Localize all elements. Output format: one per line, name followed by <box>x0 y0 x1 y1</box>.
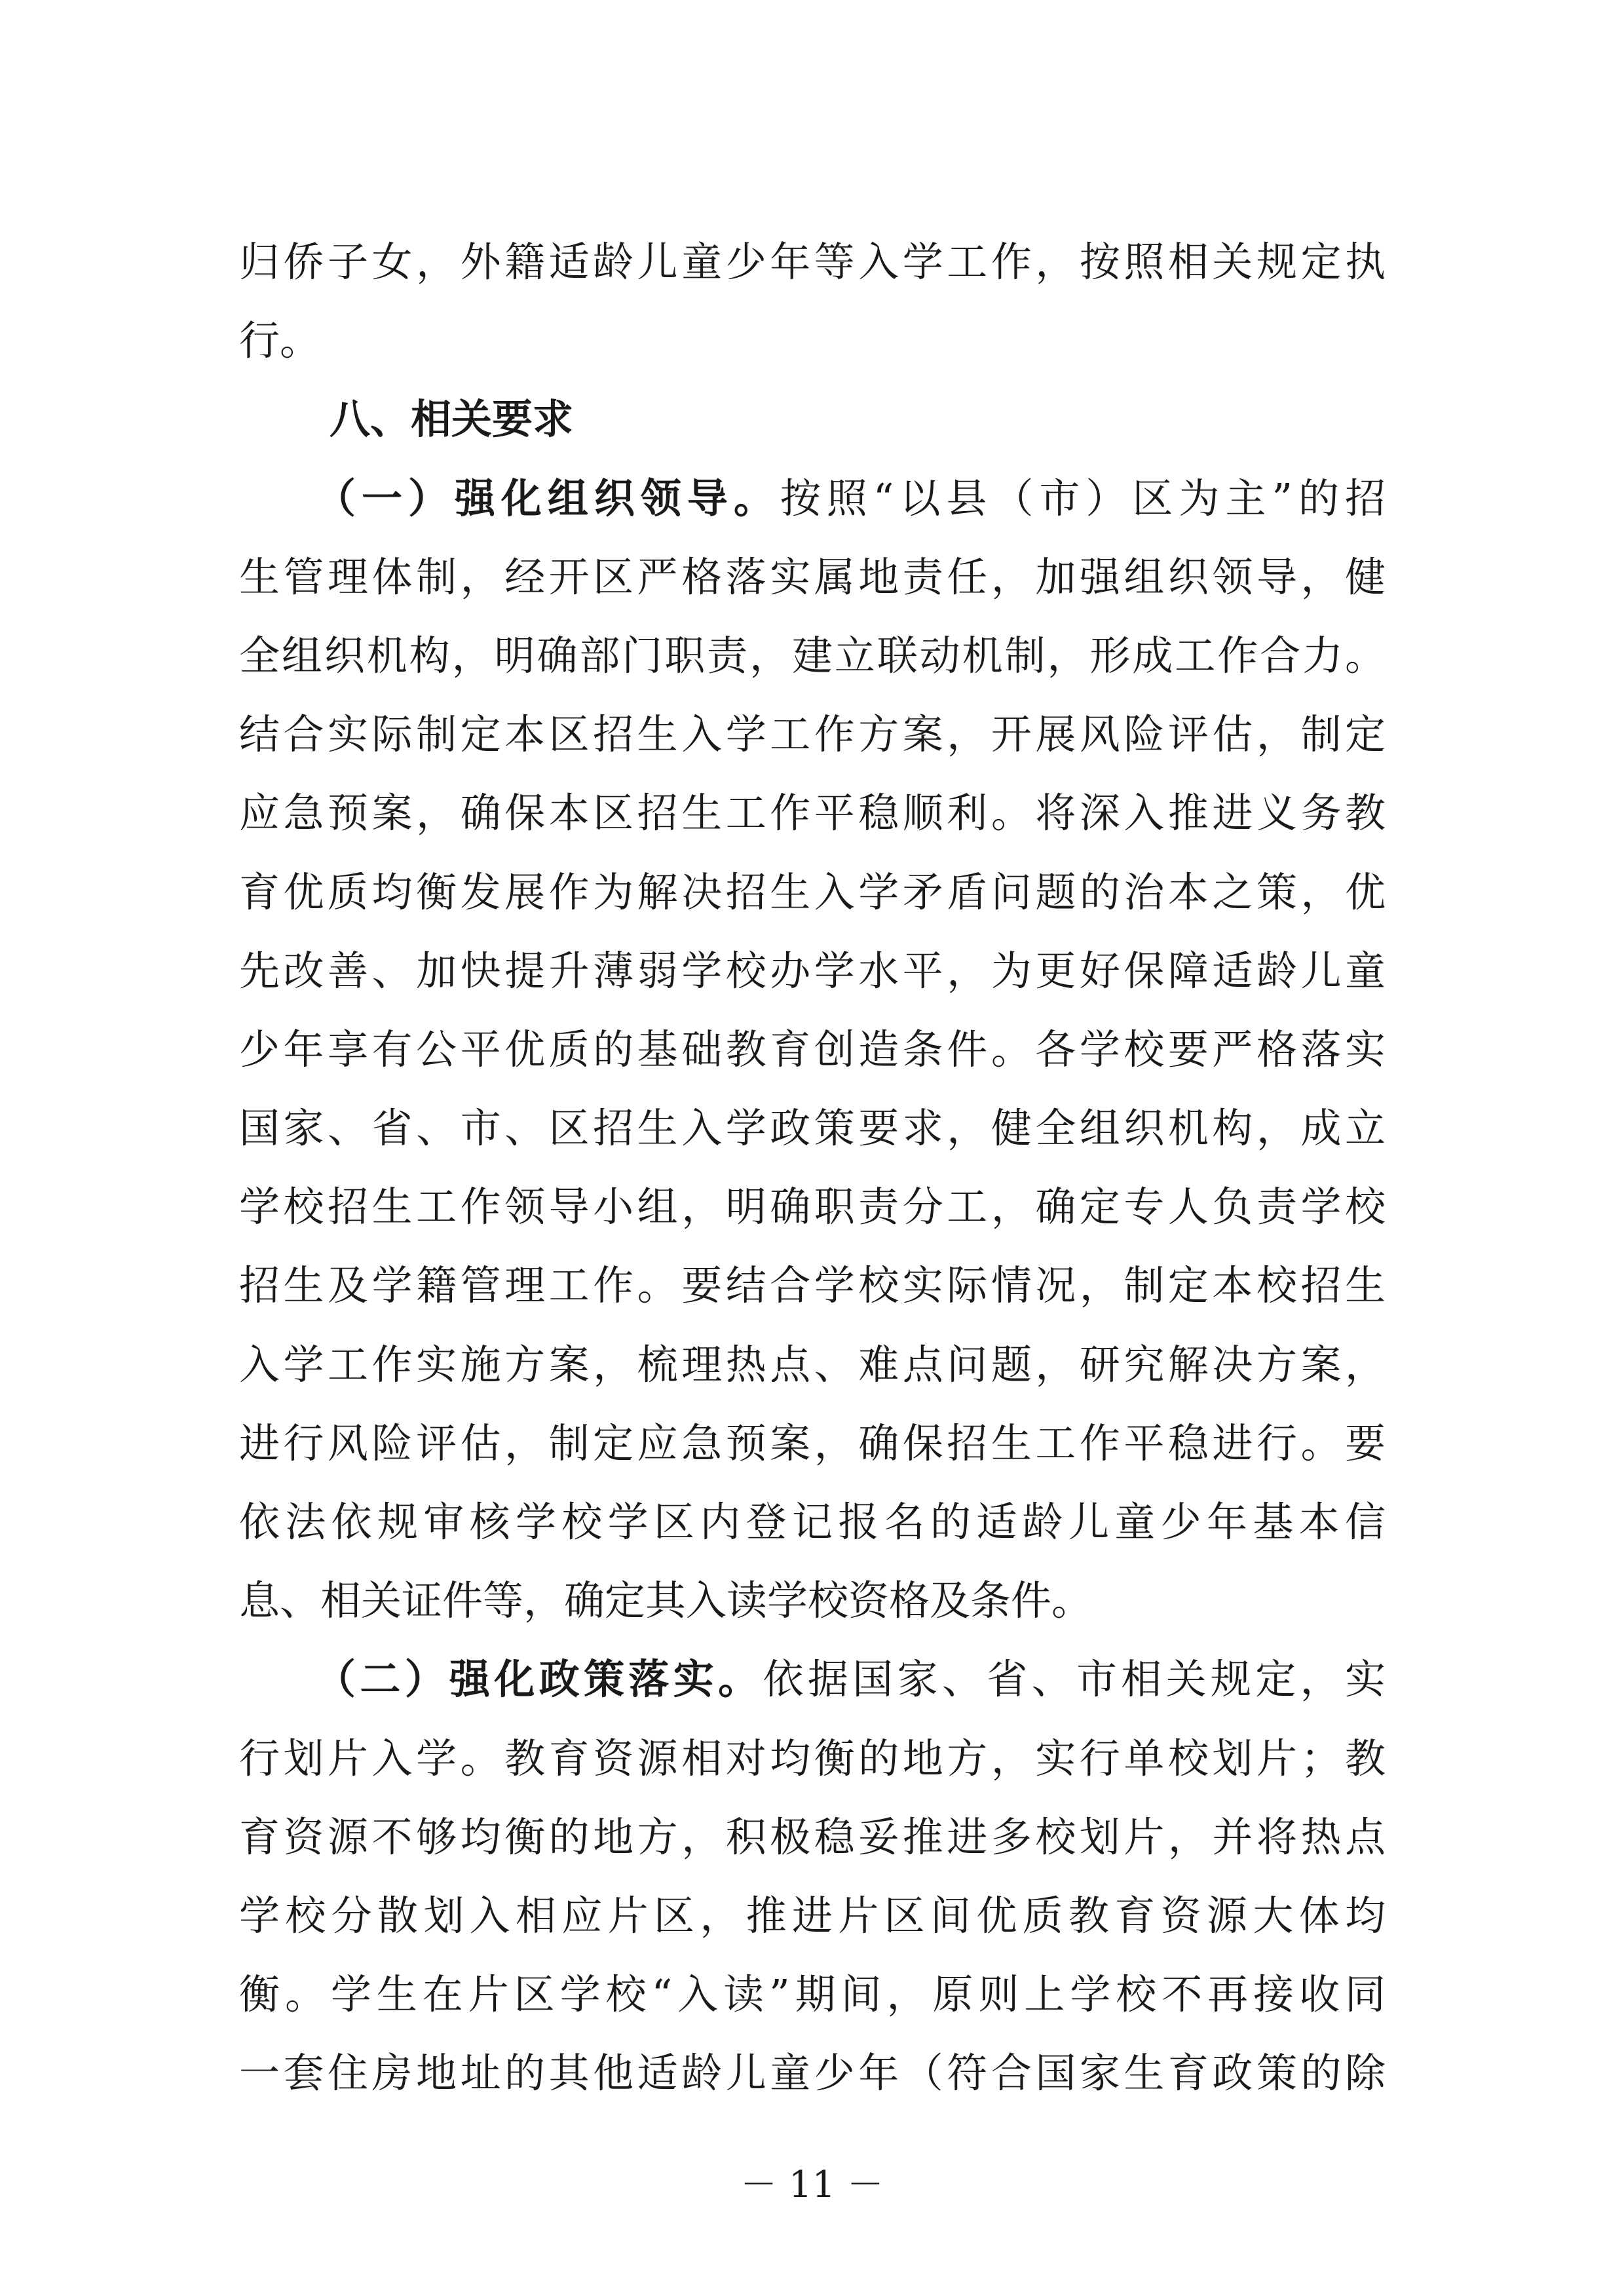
text-line: 入学工作实施方案，梳理热点、难点问题，研究解决方案， <box>239 1340 1386 1388</box>
text-line: 衡。学生在片区学校“入读”期间，原则上学校不再接收同 <box>239 1970 1386 2019</box>
text-line: 育资源不够均衡的地方，积极稳妥推进多校划片，并将热点 <box>239 1812 1386 1861</box>
text-line: 先改善、加快提升薄弱学校办学水平，为更好保障适龄儿童 <box>239 946 1386 995</box>
section-heading: 八、相关要求 <box>330 395 574 444</box>
text-line: 招生及学籍管理工作。要结合学校实际情况，制定本校招生 <box>239 1261 1386 1310</box>
text-line: 育优质均衡发展作为解决招生入学矛盾问题的治本之策，优 <box>239 868 1386 916</box>
text-line: 息、相关证件等，确定其入读学校资格及条件。 <box>239 1577 1093 1625</box>
text-line: 生管理体制，经开区严格落实属地责任，加强组织领导，健 <box>239 552 1386 601</box>
page-number: － 11 － <box>740 2164 884 2206</box>
subsection-line <box>239 1640 1386 1719</box>
text-line: 一套住房地址的其他适龄儿童少年（符合国家生育政策的除 <box>239 2049 1386 2097</box>
subsection-heading: （一）强化组织领导。 <box>315 474 780 522</box>
subsection-line <box>239 459 1386 538</box>
text-line: 结合实际制定本区招生入学工作方案，开展风险评估，制定 <box>239 710 1386 759</box>
subsection-heading: （二）强化政策落实。 <box>315 1655 763 1704</box>
body-text <box>239 223 1386 2113</box>
text-span: 依据国家、省、市相关规定，实 <box>763 1655 1386 1704</box>
text-span: 按照“以县（市）区为主”的招 <box>780 474 1386 522</box>
text-line: 学校招生工作领导小组，明确职责分工，确定专人负责学校 <box>239 1183 1386 1231</box>
text-line: 进行风险评估，制定应急预案，确保招生工作平稳进行。要 <box>239 1419 1386 1467</box>
text-line: 全组织机构，明确部门职责，建立联动机制，形成工作合力。 <box>239 631 1386 679</box>
text-line: 国家、省、市、区招生入学政策要求，健全组织机构，成立 <box>239 1104 1386 1153</box>
text-line: 应急预案，确保本区招生工作平稳顺利。将深入推进义务教 <box>239 789 1386 837</box>
text-line: 行。 <box>239 316 321 365</box>
text-line: 依法依规审核学校学区内登记报名的适龄儿童少年基本信 <box>239 1498 1386 1546</box>
text-line: 行划片入学。教育资源相对均衡的地方，实行单校划片；教 <box>239 1734 1386 1782</box>
text-line: 学校分散划入相应片区，推进片区间优质教育资源大体均 <box>239 1891 1386 1940</box>
text-line: 少年享有公平优质的基础教育创造条件。各学校要严格落实 <box>239 1025 1386 1073</box>
text-line: 归侨子女，外籍适龄儿童少年等入学工作，按照相关规定执 <box>239 238 1386 286</box>
